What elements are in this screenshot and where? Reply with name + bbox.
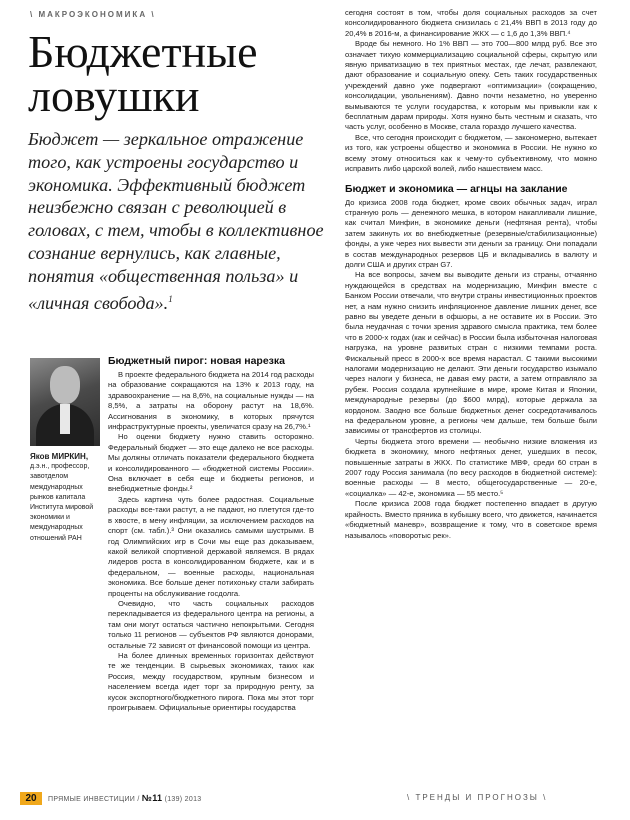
- paragraph: Все, что сегодня происходит с бюджетом, — закономерно, вытекает из того, как устроены общество и экономика в России. Не нужно ко всему этому относиться как к чему-то субъективному, что можно исправить либо царской волей, либо нашествием масс.: [345, 132, 597, 174]
- article-title: [28, 26, 328, 121]
- article-column-2: [345, 8, 597, 541]
- author-photo: [30, 358, 100, 446]
- author-name: Яков МИРКИН,: [30, 452, 89, 461]
- section-label: \ МАКРОЭКОНОМИКА \: [30, 10, 156, 19]
- title-line-1: Бюджетные: [28, 26, 258, 77]
- article-lead: [28, 128, 328, 314]
- title-line-2: ловушки: [28, 70, 200, 121]
- section-heading-budget-economy: Бюджет и экономика — агнцы на заклание: [345, 182, 568, 195]
- paragraph: Очевидно, что часть социальных расходов перекладывается из федерального центра на регионы, а там они могут остаться частично непокрытыми. Сегодня только 11 регионов — субъектов РФ являются донорами, остальные 72 зависят от финансовой помощи из центра.: [108, 598, 314, 650]
- paragraph: Вроде бы немного. Но 1% ВВП — это 700—800 млрд руб. Все это означает тихую коммерциализацию социальной сферы, скрытую или явную приватизацию в тех приятных местах, где лечат, развлекают, дают образование и социальную опеку. Сеть таких государственных учреждений давно уже подвергают «оптимизации» (сокращению, консолидации, увольнениям). Давно почти незаметно, но уверенно вымываются те услуги государства, к которым мы привыкли как к бесплатным дарам природы. Хотя нужно быть честным и сказать, что часть услуг, особенно в Москве, стала гораздо лучшего качества.: [345, 39, 597, 132]
- paragraph: На все вопросы, зачем вы выводите деньги из страны, отчаянно нуждающейся в средствах на модернизацию, Минфин вместе с Банком России отвечали, что внутри страны инвестиционных проектов нет, а нам нужно снизить инфляционное давление лишних денег, все равно вы уведете деньги в офшоры, а не оставите их в России. Это была неудачная с точки зрения здравого смысла практика, тем более что в 2000-х годах (как и сейчас) в России была избыточная налоговая нагрузка, на уровне развитых стран с низкими темпами роста. Фискальный пресс в 2000-х все время нарастал. С такими высокими налогами модернизацию не делают. Эти деньги государство изымало через налоги у бизнеса, не давая ему расти, а затем отправляло за рубеж. Россия создала крупнейшие в мире, кроме Китая и Японии, международные резервы (до $600 млрд), которые держала за кордоном. Заодно все больше бюджетных денег сосредотачивалось на федеральном уровне, а регионы чем дальше, тем больше были зависимы от трансфертов из столицы.: [345, 270, 597, 436]
- issue-details: (139) 2013: [164, 796, 202, 803]
- page-number: 20: [20, 792, 42, 805]
- paragraph: Но оценки бюджету нужно ставить осторожно. Федеральный бюджет — это еще далеко не все расходы. Мы должны отличать показатели федерального бюджета и консолидированного — «бюджетной системы России». Она включает в себя еще и бюджеты регионов, и внебюджетные фонды.²: [108, 432, 314, 494]
- publication-name: ПРЯМЫЕ ИНВЕСТИЦИИ /: [48, 796, 140, 803]
- section-heading-budget-pie: Бюджетный пирог: новая нарезка: [108, 355, 285, 367]
- issue-number: №11: [141, 793, 163, 803]
- author-bio: д.э.н., профессор, завотделом международных рынков капитала Института мировой экономики и международных отношений РАН: [30, 463, 94, 542]
- paragraph: До кризиса 2008 года бюджет, кроме своих обычных задач, играл странную роль — денежного мешка, в котором накапливали лишние, как считал Минфин, в экономике деньги (нефтяная рента), чтобы затем закинуть их во внебюджетные (резервные/стабилизационные) фонды, а уже через них вывести эти деньги за границу. Они попадали в состав международных резервов ЦБ и вкладывались в валюту и долги США и других стран G7.: [345, 197, 597, 269]
- lead-text: Бюджет — зеркальное отражение того, как устроены государство и экономика. Эффективный бюджет неизбежно связан с революцией в головах, с тем, чтобы в коллективное сознание вернулись, как главные, понятия «общественная польза» и «личная свобода».: [28, 129, 324, 313]
- page-footer: [0, 786, 630, 810]
- paragraph: В проекте федерального бюджета на 2014 год расходы на образование сокращаются на 13% к 2013 году, на здравоохранение — на 8,6%, на социальные нужды — на 8,5%, а затраты на оборону растут на 18,6%. Ассигнования в экономику, в которых прячутся инфраструктурные проекты, увеличатся сразу на 26,7%.¹: [108, 370, 314, 432]
- author-info: [30, 452, 102, 544]
- paragraph: Здесь картина чуть более радостная. Социальные расходы все-таки растут, а не падают, но плетутся где-то в хвосте, в мену инфляции, за исключением расходов на спорт (см. табл.).³ Они оказались самыми шустрыми. В год Олимпийских игр в Сочи мы еще раз доказываем, какой великой спортивной державой являемся. В рядах лидеров роста в консолидированном бюджете, как и в федеральном, — военные расходы, национальная экономика. Все больше денег потихоньку стали забирать проценты на обслуживание госдолга.: [108, 494, 314, 598]
- lead-footnote: 1: [168, 293, 173, 304]
- paragraph: На более длинных временных горизонтах действуют те же тенденции. В сырьевых экономиках, таких как Россия, между государством, крупным бизнесом и населением всегда идет торг за природную ренту, за кусок экспортного/бюджетного пирога. Пока мы этот торг проигрываем. Официальные ориентиры государства: [108, 650, 314, 712]
- paragraph: После кризиса 2008 года бюджет постепенно впадает в другую крайность. Вместо пряника в кубышку всего, что движется, начинается «бюджетный маневр», возвращение к тому, что в советское время называлось «поворотыс рек».: [345, 499, 597, 540]
- article-column-1: [108, 355, 314, 713]
- rubric-label: \ ТРЕНДЫ И ПРОГНОЗЫ \: [407, 793, 548, 802]
- publication-info: [48, 793, 201, 803]
- paragraph: Черты бюджета этого времени — необычно низкие вложения из бюджета в экономику, много нефтяных денег, ушедших в песок, повышенные затраты в ЖКХ. По статистике МВФ, среди 60 стран в 2007 году Россия занимала (по весу расходов в бюджетной системе): военные расходы — 8 место, общегосударственные — 20-е, «социалка» — 42-е, экономика — 55 место.⁵: [345, 436, 597, 498]
- paragraph: сегодня состоят в том, чтобы доля социальных расходов за счет консолидированного бюджета снизилась с 21,4% ВВП в 2013 году до 20,4% в 2016-м, а финансирование ЖКХ — с 1,6 до 1,3% ВВП.⁴: [345, 8, 597, 38]
